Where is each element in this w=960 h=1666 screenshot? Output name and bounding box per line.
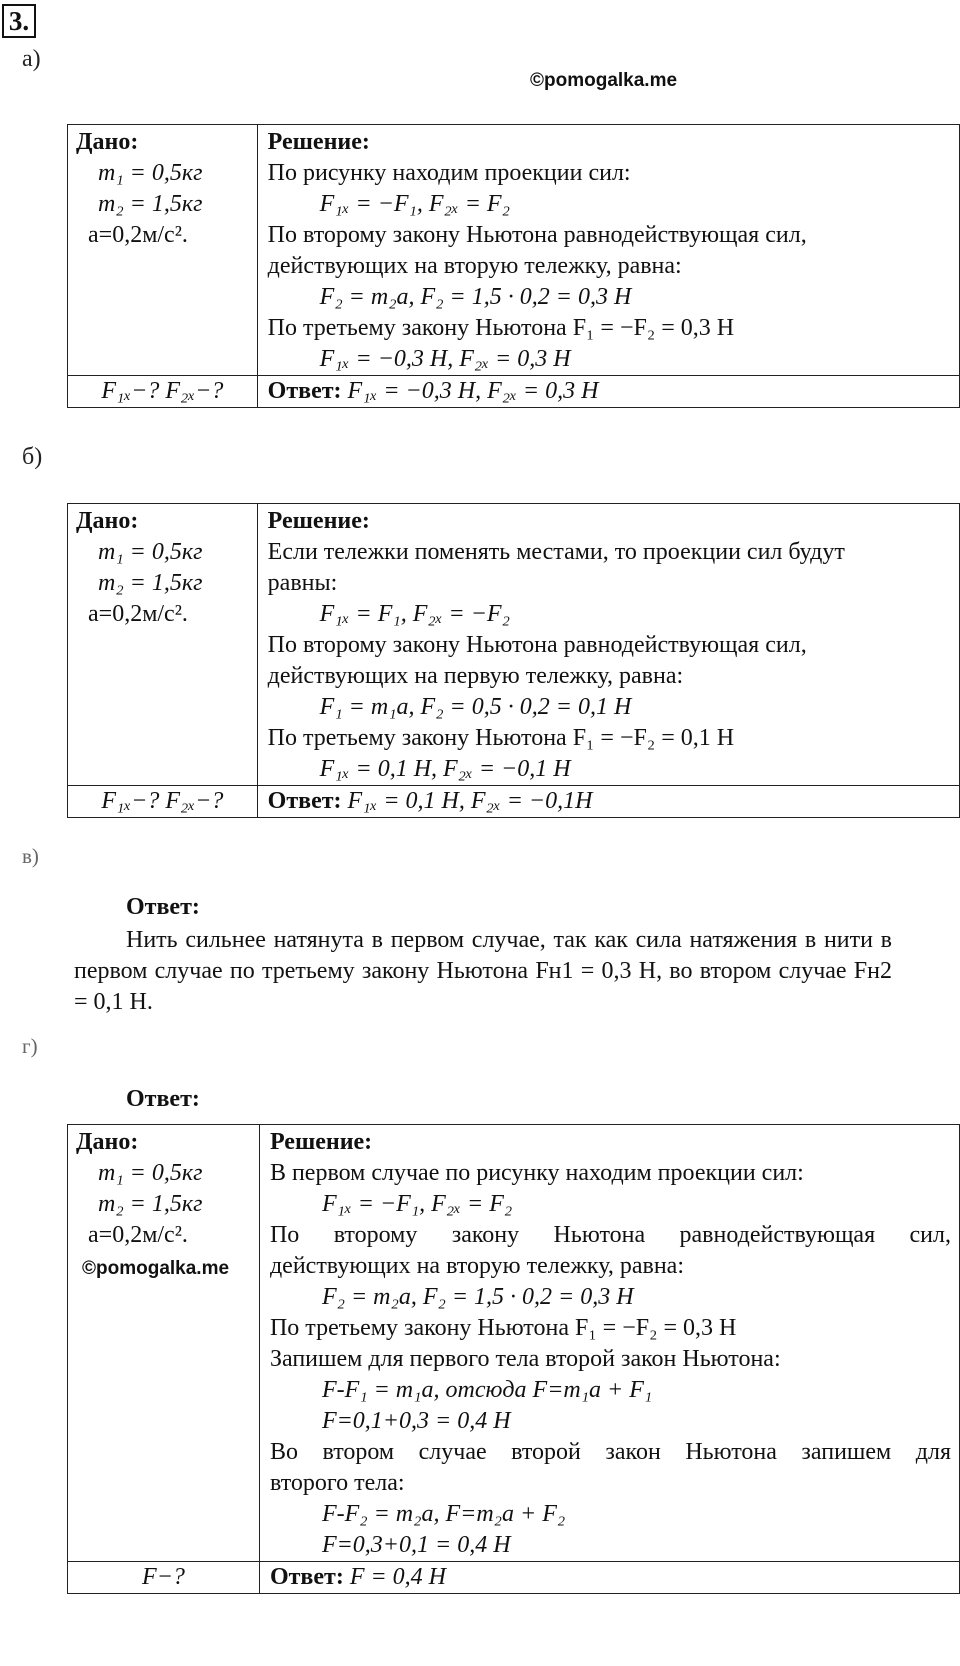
given-accel-b: a=0,2м/с². (88, 601, 188, 627)
answer-label-v: Ответ: (126, 894, 200, 920)
answer-cell-b (257, 786, 959, 818)
solution-line: По рисунку находим проекции сил: (267, 160, 631, 186)
given-m2-b: m₂ = 1,5кг (98, 570, 203, 596)
solution-formula: F-F₂ = m₂a, F=m₂a + F₂ (321, 1501, 566, 1527)
task-table-b (67, 503, 960, 818)
given-m1-b: m₁ = 0,5кг (98, 539, 203, 565)
solution-line: равны: (267, 570, 338, 596)
solution-header-b: Решение: (267, 508, 370, 534)
solution-formula: F₁ = m₁a, F₂ = 0,5 · 0,2 = 0,1 Н (319, 694, 632, 720)
answer-cell-g (259, 1562, 959, 1594)
solution-formula: F=0,1+0,3 = 0,4 Н (321, 1408, 511, 1434)
solution-line: действующих на вторую тележку, равна: (267, 253, 682, 279)
solution-line: действующих на вторую тележку, равна: (269, 1253, 684, 1279)
part-label-a: а) (22, 46, 41, 72)
given-accel-a: a=0,2м/с². (88, 222, 188, 248)
solution-header-a: Решение: (267, 129, 370, 155)
task-table-g (67, 1124, 960, 1594)
find-cell-b: F₁ₓ−? F₂ₓ−? (68, 786, 258, 818)
answer-text-v: Нить сильнее натянута в первом случае, так как сила натяжения в нити в первом случае по третьему закону Ньютона Fн1 = 0,3 Н, во втором случае Fн2 = 0,1 Н. (74, 927, 892, 1015)
solution-line: По третьему закону Ньютона F₁ = −F₂ = 0,3 Н (267, 315, 735, 341)
solution-formula: F₁ₓ = −0,3 Н, F₂ₓ = 0,3 Н (319, 346, 571, 372)
find-cell-g: F−? (68, 1562, 260, 1594)
part-label-b: б) (22, 444, 43, 470)
answer-value-a: F₁ₓ = −0,3 Н, F₂ₓ = 0,3 Н (347, 378, 599, 404)
given-m2-a: m₂ = 1,5кг (98, 191, 203, 217)
find-cell-a: F₁ₓ−? F₂ₓ−? (68, 376, 258, 408)
solution-formula: F₂ = m₂a, F₂ = 1,5 · 0,2 = 0,3 Н (319, 284, 632, 310)
watermark-table: ©pomogalka.me (82, 1258, 230, 1279)
answer-label-a: Ответ: (267, 378, 342, 404)
solution-line: По второму закону Ньютона равнодействующая сил, (269, 1222, 951, 1248)
task-table-a (67, 124, 960, 408)
given-m2-g: m₂ = 1,5кг (98, 1191, 203, 1217)
given-accel-g: a=0,2м/с². (88, 1222, 188, 1248)
solution-formula: F₁ₓ = −F₁, F₂ₓ = F₂ (319, 191, 510, 217)
given-header-a: Дано: (76, 129, 139, 155)
solution-line: По третьему закону Ньютона F₁ = −F₂ = 0,1 Н (267, 725, 735, 751)
given-header-b: Дано: (76, 508, 139, 534)
solution-formula: F₁ₓ = 0,1 Н, F₂ₓ = −0,1 Н (319, 756, 571, 782)
answer-label-g-table: Ответ: (269, 1564, 344, 1590)
solution-line: Запишем для первого тела второй закон Ньютона: (269, 1346, 781, 1372)
solution-line: Во втором случае второй закон Ньютона запишем для (269, 1439, 951, 1465)
solution-cell-g (259, 1125, 959, 1562)
solution-line: второго тела: (269, 1470, 405, 1496)
solution-line: действующих на первую тележку, равна: (267, 663, 684, 689)
given-m1-a: m₁ = 0,5кг (98, 160, 203, 186)
answer-cell-a (257, 376, 959, 408)
watermark-top: ©pomogalka.me (530, 70, 678, 91)
solution-cell-a (257, 125, 959, 376)
solution-line: Если тележки поменять местами, то проекции сил будут (267, 539, 845, 565)
answer-label-b: Ответ: (267, 788, 342, 814)
given-cell-a (68, 125, 258, 376)
part-label-g: г) (22, 1034, 38, 1058)
part-label-v: в) (22, 844, 39, 868)
problem-number: 3. (2, 4, 36, 38)
answer-label-g: Ответ: (126, 1086, 200, 1112)
given-cell-b (68, 504, 258, 786)
given-m1-g: m₁ = 0,5кг (98, 1160, 203, 1186)
solution-line: По второму закону Ньютона равнодействующая сил, (267, 632, 807, 658)
solution-line: В первом случае по рисунку находим проекции сил: (269, 1160, 804, 1186)
answer-value-g: F = 0,4 Н (349, 1564, 446, 1590)
given-header-g: Дано: (76, 1129, 139, 1155)
solution-line: По второму закону Ньютона равнодействующая сил, (267, 222, 807, 248)
solution-formula: F₁ₓ = −F₁, F₂ₓ = F₂ (321, 1191, 513, 1217)
solution-formula: F=0,3+0,1 = 0,4 Н (321, 1532, 511, 1558)
solution-formula: F₂ = m₂a, F₂ = 1,5 · 0,2 = 0,3 Н (321, 1284, 634, 1310)
solution-line: По третьему закону Ньютона F₁ = −F₂ = 0,3 Н (269, 1315, 737, 1341)
solution-header-g: Решение: (269, 1129, 373, 1155)
solution-formula: F₁ₓ = F₁, F₂ₓ = −F₂ (319, 601, 510, 627)
answer-value-b: F₁ₓ = 0,1 Н, F₂ₓ = −0,1Н (347, 788, 593, 814)
solution-cell-b (257, 504, 959, 786)
solution-formula: F-F₁ = m₁a, отсюда F=m₁a + F₁ (321, 1377, 653, 1403)
given-cell-g (68, 1125, 260, 1562)
